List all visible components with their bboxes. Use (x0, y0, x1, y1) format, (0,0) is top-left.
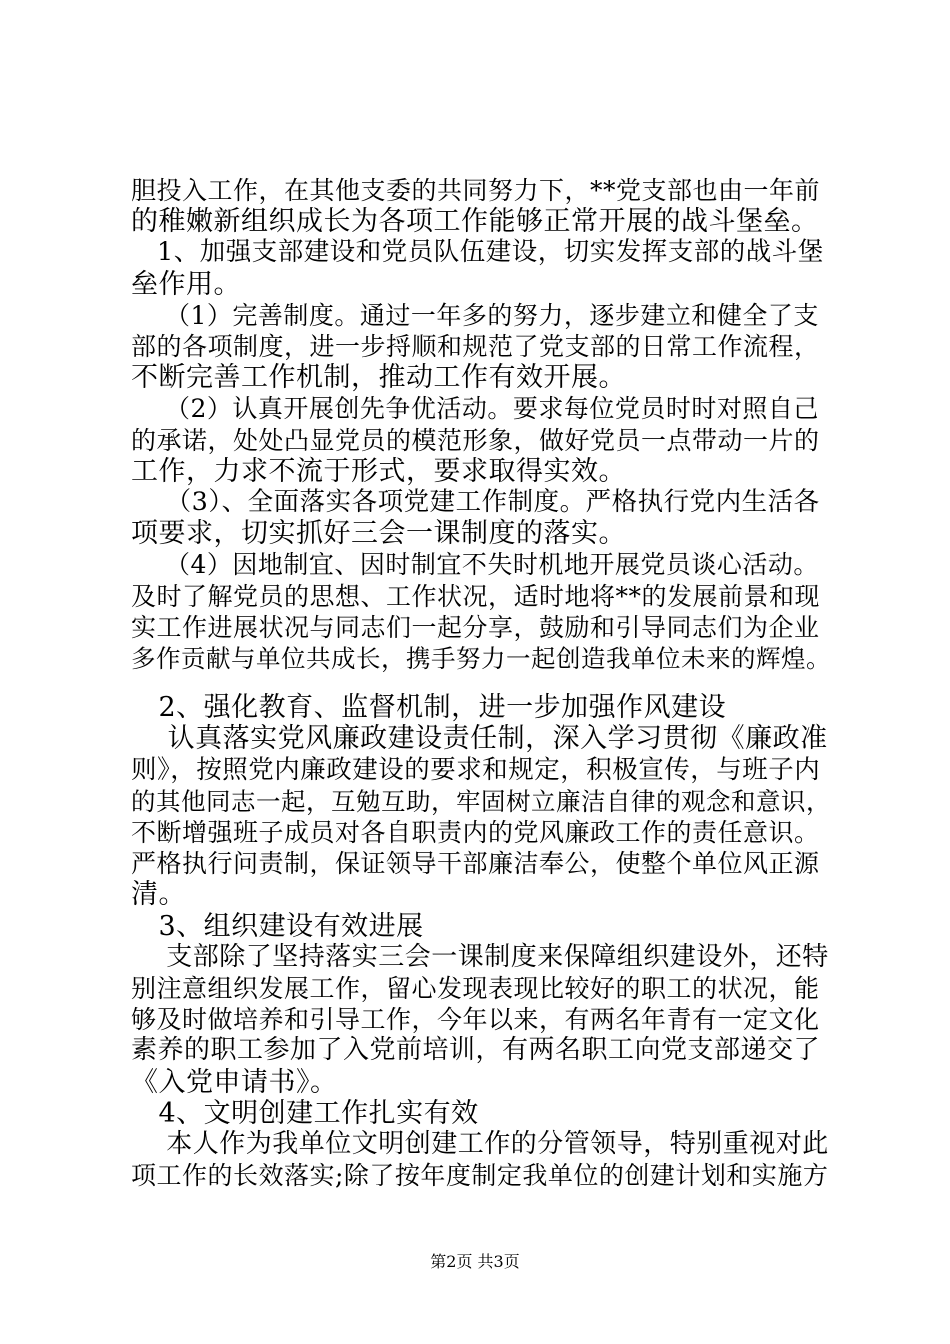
text-line: 1、加强支部建设和党员队伍建设，切实发挥支部的战斗堡 (131, 237, 824, 267)
text-line: 部的各项制度，进一步捋顺和规范了党支部的日常工作流程， (131, 332, 820, 361)
page-footer: 第2页 共3页 (430, 1252, 520, 1271)
text-line: （3）、全面落实各项党建工作制度。严格执行党内生活各 (131, 487, 820, 517)
section-heading: 3、组织建设有效进展 (131, 911, 424, 942)
text-line: 素养的职工参加了入党前培训，有两名职工向党支部递交了 (131, 1035, 821, 1065)
text-line: （1）完善制度。通过一年多的努力，逐步建立和健全了支 (131, 301, 819, 330)
section-heading: 4、文明创建工作扎实有效 (131, 1098, 479, 1129)
text-line: 不断完善工作机制，推动工作有效开展。 (131, 362, 626, 393)
text-line: 严格执行问责制，保证领导干部廉洁奉公，使整个单位风正源 (131, 849, 820, 878)
text-line: 项要求，切实抓好三会一课制度的落实。 (131, 518, 626, 549)
text-line: 项工作的长效落实;除了按年度制定我单位的创建计划和实施方 (131, 1161, 829, 1190)
text-line: 本人作为我单位文明创建工作的分管领导，特别重视对此 (131, 1129, 829, 1159)
text-line: 认真落实党风廉政建设责任制，深入学习贯彻《廉政准 (131, 723, 828, 754)
text-line: 《入党申请书》。 (131, 1067, 338, 1098)
text-line: 的其他同志一起，互勉互助，牢固树立廉洁自律的观念和意识， (131, 787, 831, 816)
text-line: 别注意组织发展工作，留心发现表现比较好的职工的状况，能 (131, 974, 820, 1003)
text-line: （2）认真开展创先争优活动。要求每位党员时时对照自己 (131, 394, 819, 423)
text-line: 多作贡献与单位共成长，携手努力一起创造我单位未来的辉煌。 (131, 644, 831, 673)
text-line: 胆投入工作，在其他支委的共同努力下，**党支部也由一年前 (131, 176, 821, 205)
section-heading: 2、强化教育、监督机制，进一步加强作风建设 (131, 692, 727, 723)
text-line: 的稚嫩新组织成长为各项工作能够正常开展的战斗堡垒。 (131, 206, 819, 237)
text-line: 工作，力求不流于形式，要求取得实效。 (131, 456, 626, 487)
text-line: 清。 (131, 879, 186, 910)
text-line: 的承诺，处处凸显党员的模范形象，做好党员一点带动一片的 (131, 426, 820, 455)
text-line: 则》，按照党内廉政建设的要求和规定，积极宣传，与班子内 (131, 755, 821, 785)
text-line: 够及时做培养和引导工作，今年以来，有两名年青有一定文化 (131, 1005, 820, 1034)
text-line: 及时了解党员的思想、工作状况，适时地将**的发展前景和现 (131, 582, 821, 611)
text-line: 垒作用。 (131, 269, 241, 300)
text-line: 支部除了坚持落实三会一课制度来保障组织建设外，还特 (131, 942, 829, 972)
text-line: （4）因地制宜、因时制宜不失时机地开展党员谈心活动。 (131, 550, 819, 579)
text-line: 实工作进展状况与同志们一起分享，鼓励和引导同志们为企业 (131, 613, 820, 642)
text-line: 不断增强班子成员对各自职责内的党风廉政工作的责任意识。 (131, 818, 820, 847)
